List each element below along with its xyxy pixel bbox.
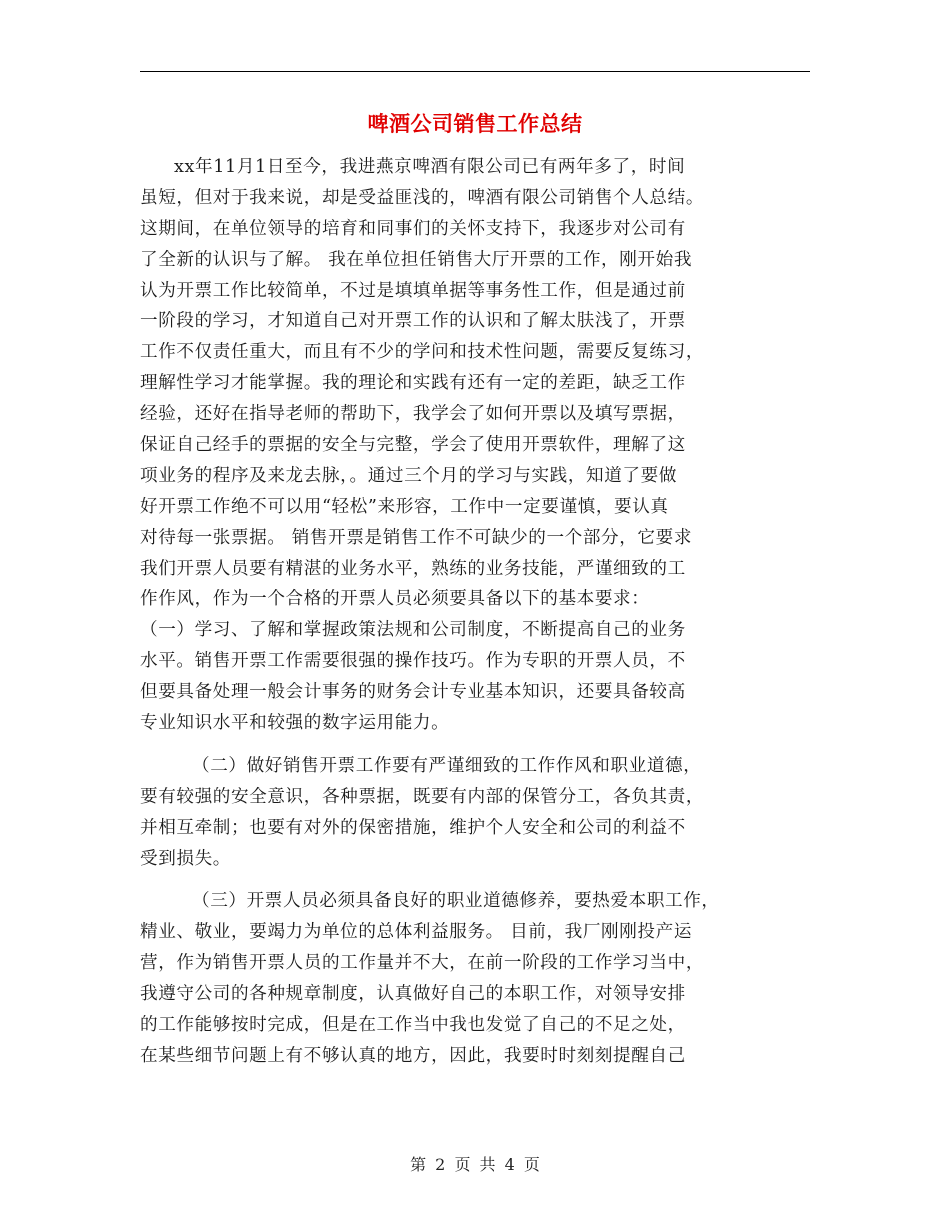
text-line: 工作不仅责任重大，而且有不少的学问和技术性问题，需要反复练习， (140, 342, 705, 363)
text-line: 经验，还好在指导老师的帮助下，我学会了如何开票以及填写票据， (140, 404, 686, 425)
text-line: 在某些细节问题上有不够认真的地方，因此，我要时时刻刻提醒自己 (140, 1045, 686, 1066)
text-line: 这期间，在单位领导的培育和同事们的关怀支持下，我逐步对公司有 (140, 218, 686, 239)
text-line: （三）开票人员必须具备良好的职业道德修养，要热爱本职工作， (192, 891, 720, 912)
text-line: （二）做好销售开票工作要有严谨细致的工作作风和职业道德， (192, 755, 702, 776)
text-line: 我们开票人员要有精湛的业务水平，熟练的业务技能，严谨细致的工 (140, 558, 686, 579)
text-line: 一阶段的学习，才知道自己对开票工作的认识和了解太肤浅了，开票 (140, 311, 686, 332)
text-line: 项业务的程序及来龙去脉，。通过三个月的学习与实践，知道了要做 (140, 465, 678, 486)
text-line: 我遵守公司的各种规章制度，认真做好自己的本职工作，对领导安排 (140, 984, 686, 1005)
page-number: 第 2 页 共 4 页 (410, 1155, 540, 1174)
text-line: xx年11月1日至今，我进燕京啤酒有限公司已有两年多了，时间 (174, 157, 686, 177)
text-line: 水平。销售开票工作需要很强的操作技巧。作为专职的开票人员，不 (140, 651, 686, 672)
text-line: 受到损失。 (140, 848, 231, 869)
text-line: 营，作为销售开票人员的工作量并不大，在前一阶段的工作学习当中， (140, 953, 705, 974)
text-line: 虽短，但对于我来说，却是受益匪浅的，啤酒有限公司销售个人总结。 (140, 187, 705, 208)
document-body (140, 152, 810, 1072)
text-line: 保证自己经手的票据的安全与完整，学会了使用开票软件，理解了这 (140, 435, 686, 456)
text-line: 对待每一张票据。 销售开票是销售工作不可缺少的一个部分，它要求 (140, 527, 693, 548)
text-line: 要有较强的安全意识，各种票据，既要有内部的保管分工，各负其责， (140, 786, 705, 807)
text-line: 并相互牵制；也要有对外的保密措施，维护个人安全和公司的利益不 (140, 817, 686, 838)
text-line: 但要具备处理一般会计事务的财务会计专业基本知识，还要具备较高 (140, 682, 686, 703)
text-line: 的工作能够按时完成，但是在工作当中我也发觉了自己的不足之处， (140, 1015, 686, 1036)
text-line: 理解性学习才能掌握。我的理论和实践有还有一定的差距，缺乏工作 (140, 373, 686, 394)
text-line: 了全新的认识与了解。 我在单位担任销售大厅开票的工作，刚开始我 (140, 249, 693, 270)
text-line: 专业知识水平和较强的数字运用能力。 (140, 713, 450, 734)
text-line: 认为开票工作比较简单，不过是填填单据等事务性工作，但是通过前 (140, 280, 686, 301)
text-line: 精业、敬业，要竭力为单位的总体利益服务。 目前，我厂刚刚投产运 (140, 922, 693, 943)
text-line: 好开票工作绝不可以用“轻松”来形容，工作中一定要谨慎，要认真 (140, 496, 669, 517)
text-line: 作作风，作为一个合格的开票人员必须要具备以下的基本要求： (140, 589, 650, 610)
document-title: 啤酒公司销售工作总结 (367, 111, 583, 136)
header-rule (140, 71, 810, 72)
text-line: （一）学习、了解和掌握政策法规和公司制度，不断提高自己的业务 (140, 620, 686, 641)
